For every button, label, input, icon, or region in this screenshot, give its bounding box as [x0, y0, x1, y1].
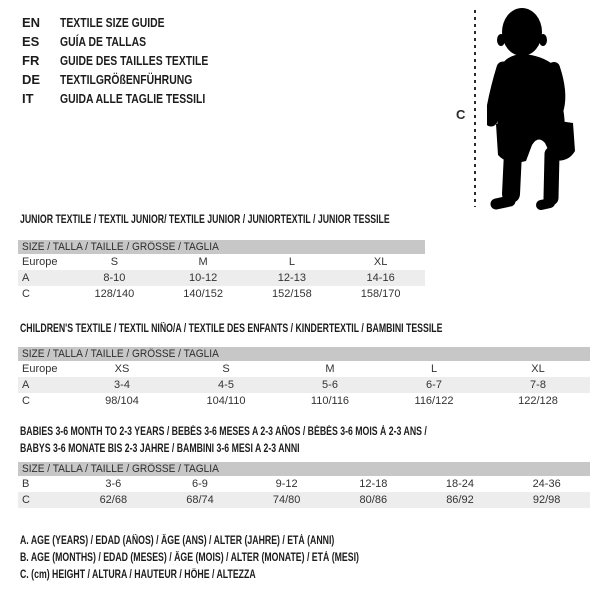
table-row — [18, 270, 425, 286]
size-cell: 4-5 — [174, 377, 278, 393]
size-cell: 122/128 — [518, 394, 558, 407]
size-cell: XS — [114, 362, 130, 375]
footnote-a: A. AGE (YEARS) / EDAD (AÑOS) / ÂGE (ANS) / ALTER (JAHRE) / ETÀ (ANNI) — [20, 535, 335, 547]
table-row — [18, 393, 590, 409]
size-cell: 62/68 — [70, 492, 157, 508]
size-cell: 3-4 — [70, 377, 174, 393]
size-cell: 158/170 — [360, 287, 401, 300]
table-row — [18, 254, 425, 270]
section-title-babies-line2: BABYS 3-6 MONATE BIS 2-3 JAHRE / BAMBINI 3-6 MESI A 2-3 ANNI — [20, 442, 300, 455]
language-label: GUÍA DE TALLAS — [60, 34, 147, 49]
size-cell: L — [430, 362, 438, 375]
size-cell: 92/98 — [503, 492, 590, 508]
size-cell: 110/116 — [310, 394, 350, 407]
size-cell: 6-7 — [382, 377, 486, 393]
baby-silhouette-icon — [487, 4, 593, 212]
height-measure-line — [474, 10, 476, 207]
language-label: TEXTILE SIZE GUIDE — [60, 15, 165, 30]
size-cell: M — [325, 362, 335, 375]
language-code: FR — [22, 53, 40, 68]
table-header-row — [18, 240, 425, 254]
size-cell: 152/158 — [271, 287, 312, 300]
language-row — [22, 89, 245, 108]
size-cell: M — [198, 255, 208, 268]
size-cell: L — [288, 255, 295, 268]
size-cell: 12-18 — [359, 477, 388, 490]
size-cell: 3-6 — [105, 477, 122, 490]
table-row — [18, 286, 425, 302]
section-title-junior: JUNIOR TEXTILE / TEXTIL JUNIOR/ TEXTILE JUNIOR / JUNIORTEXTIL / JUNIOR TESSILE — [20, 214, 390, 226]
size-cell: S — [222, 362, 230, 375]
row-label: C — [22, 394, 30, 407]
section-title-children: CHILDREN'S TEXTILE / TEXTIL NIÑO/A / TEXTILE DES ENFANTS / KINDERTEXTIL / BAMBINI TESSILE — [20, 323, 443, 335]
babies-size-table — [18, 462, 590, 508]
language-row — [22, 51, 245, 70]
language-row — [22, 13, 245, 32]
size-cell: 104/110 — [206, 394, 246, 407]
language-code: ES — [22, 34, 40, 49]
size-cell: 98/104 — [105, 394, 139, 407]
language-label: GUIDA ALLE TAGLIE TESSILI — [60, 91, 206, 106]
language-code: IT — [22, 91, 34, 106]
table-header-row — [18, 462, 590, 476]
size-cell: 86/92 — [417, 492, 504, 508]
size-cell: 80/86 — [330, 492, 417, 508]
size-cell: 10-12 — [159, 270, 248, 286]
size-cell: 74/80 — [243, 492, 330, 508]
children-size-table — [18, 347, 590, 409]
language-code: EN — [22, 15, 41, 30]
size-cell: 7-8 — [486, 377, 590, 393]
size-cell: 128/140 — [94, 287, 135, 300]
language-code: DE — [22, 72, 41, 87]
footnote-b: B. AGE (MONTHS) / EDAD (MESES) / ÂGE (MOIS) / ALTER (MONATE) / ETÀ (MESI) — [20, 552, 359, 564]
section-title-babies — [20, 424, 427, 457]
size-cell: 24-36 — [532, 477, 561, 490]
row-label: Europe — [22, 362, 58, 375]
size-cell: S — [110, 255, 119, 268]
table-header-row — [18, 347, 590, 361]
row-label: Europe — [22, 255, 58, 268]
size-cell: 12-13 — [248, 270, 337, 286]
language-label: GUIDE DES TAILLES TEXTILE — [60, 53, 209, 68]
language-row — [22, 70, 245, 89]
size-header-label: SIZE / TALLA / TAILLE / GRÖSSE / TAGLIA — [22, 240, 219, 253]
table-row — [18, 476, 590, 492]
size-cell: 18-24 — [445, 477, 475, 490]
junior-size-table — [18, 240, 425, 302]
language-guide-list — [22, 13, 245, 108]
size-cell: XL — [373, 255, 388, 268]
row-label: B — [22, 477, 30, 490]
table-row — [18, 377, 590, 393]
size-cell: 8-10 — [70, 270, 159, 286]
size-cell: 68/74 — [157, 492, 244, 508]
size-header-label: SIZE / TALLA / TAILLE / GRÖSSE / TAGLIA — [22, 347, 219, 360]
language-label: TEXTILGRÖßENFÜHRUNG — [60, 72, 193, 87]
row-label: C — [22, 287, 30, 300]
table-row — [18, 492, 590, 508]
size-cell: 140/152 — [183, 287, 223, 300]
row-label: A — [18, 270, 70, 286]
size-cell: 5-6 — [278, 377, 382, 393]
size-cell: 14-16 — [336, 270, 425, 286]
table-row — [18, 361, 590, 377]
row-label: C — [18, 492, 70, 508]
size-cell: 6-9 — [192, 477, 208, 490]
row-label: A — [18, 377, 70, 393]
size-header-label: SIZE / TALLA / TAILLE / GRÖSSE / TAGLIA — [22, 462, 219, 475]
section-title-babies-line1: BABIES 3-6 MONTH TO 2-3 YEARS / BEBÉS 3-6 MESES A 2-3 AÑOS / BÉBÉS 3-6 MOIS À 2-3 ANS / — [20, 426, 427, 438]
height-measure-label: C — [456, 107, 466, 122]
footnotes — [20, 535, 466, 586]
size-cell: 9-12 — [275, 477, 298, 490]
language-row — [22, 32, 245, 51]
size-cell: XL — [531, 362, 545, 375]
size-cell: 116/122 — [414, 394, 454, 407]
footnote-c: C. (cm) HEIGHT / ALTURA / HAUTEUR / HÖHE / ALTEZZA — [20, 569, 256, 581]
